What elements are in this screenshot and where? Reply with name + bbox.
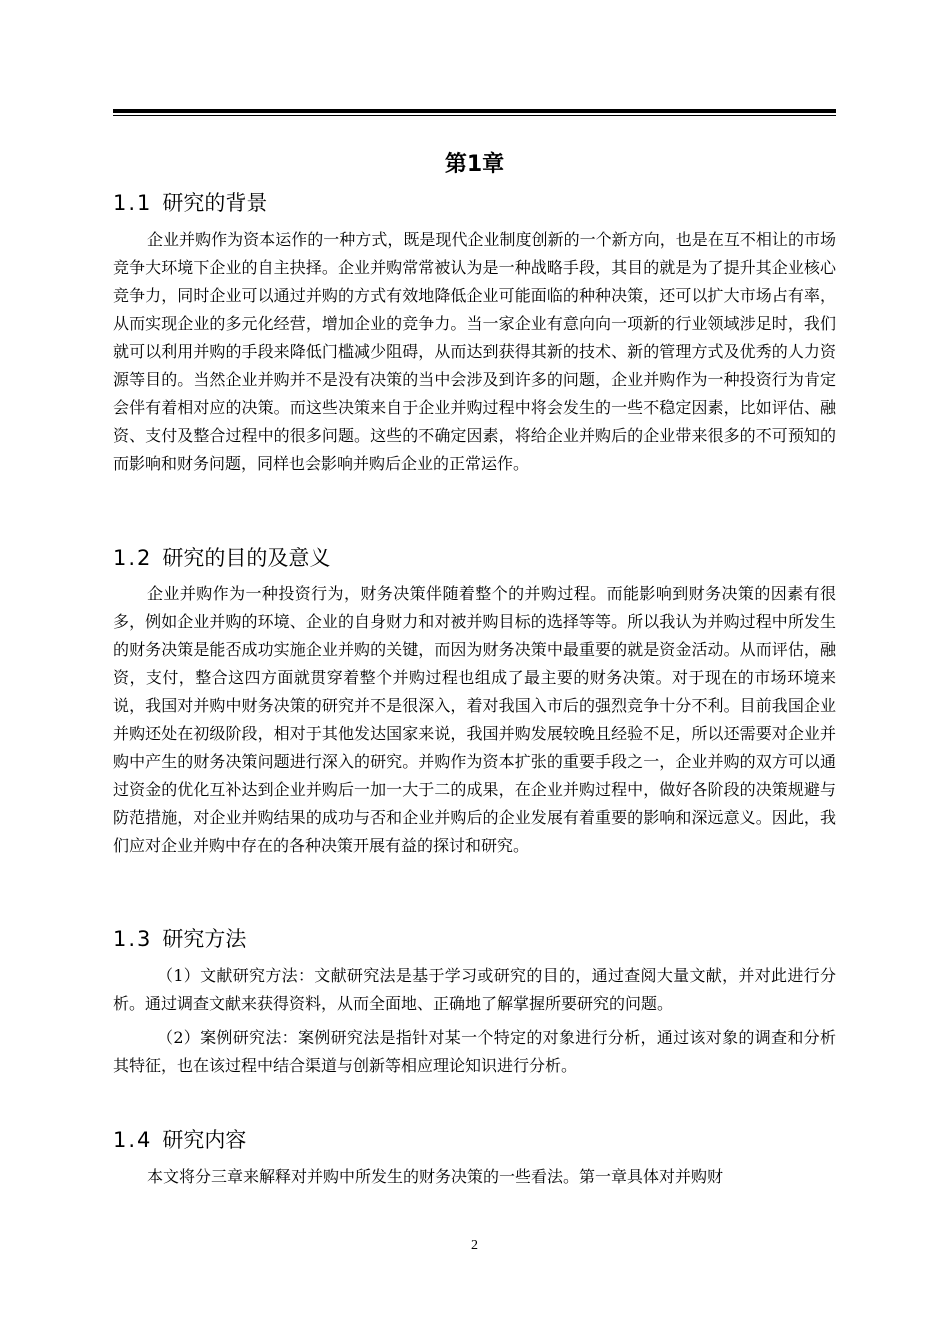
section-heading-1-1	[113, 188, 836, 218]
header-rule-thick	[113, 109, 836, 113]
section-number: 1.1	[113, 191, 153, 215]
section-title: 研究方法	[162, 927, 247, 951]
section-title: 研究的背景	[162, 191, 268, 215]
section-number: 1.2	[113, 546, 153, 570]
header-rule-thin	[113, 115, 836, 116]
section-number: 1.4	[113, 1128, 153, 1152]
section-title: 研究内容	[162, 1128, 247, 1152]
method-item-literature: （1）文献研究方法：文献研究法是基于学习或研究的目的，通过查阅大量文献，并对此进行分析。通过调查文献来获得资料，从而全面地、正确地了解掌握所要研究的问题。	[113, 966, 836, 1013]
section-heading-1-2	[113, 543, 836, 573]
section-paragraph: 企业并购作为一种投资行为，财务决策伴随着整个的并购过程。而能影响到财务决策的因素有很多，例如企业并购的环境、企业的自身财力和对被并购目标的选择等等。所以我认为并购过程中所发生的财务决策是能否成功实施企业并购的关键，而因为财务决策中最重要的就是资金活动。从而评估，融资，支付，整合这四方面就贯穿着整个并购过程也组成了最主要的财务决策。对于现在的市场环境来说，我国对并购中财务决策的研究并不是很深入，着对我国入市后的强烈竞争十分不利。目前我国企业并购还处在初级阶段，相对于其他发达国家来说，我国并购发展较晚且经验不足，所以还需要对企业并购中产生的财务决策问题进行深入的研究。并购作为资本扩张的重要手段之一，企业并购的双方可以通过资金的优化互补达到企业并购后一加一大于二的成果，在企业并购过程中，做好各阶段的决策规避与防范措施，对企业并购结果的成功与否和企业并购后的企业发展有着重要的影响和深远意义。因此，我们应对企业并购中存在的各种决策开展有益的探讨和研究。	[113, 584, 836, 855]
section-title: 研究的目的及意义	[162, 546, 331, 570]
method-item-case-study: （2）案例研究法：案例研究法是指针对某一个特定的对象进行分析，通过该对象的调查和分析其特征，也在该过程中结合渠道与创新等相应理论知识进行分析。	[113, 1028, 836, 1075]
chapter-title: 第1章	[444, 152, 505, 177]
page-number: 2	[471, 1238, 478, 1253]
section-paragraph: 企业并购作为资本运作的一种方式，既是现代企业制度创新的一个新方向，也是在互不相让的市场竞争大环境下企业的自主抉择。企业并购常常被认为是一种战略手段，其目的就是为了提升其企业核心竞争力，同时企业可以通过并购的方式有效地降低企业可能面临的种种决策，还可以扩大市场占有率，从而实现企业的多元化经营，增加企业的竞争力。当一家企业有意向向一项新的行业领域涉足时，我们就可以利用并购的手段来降低门槛减少阻碍，从而达到获得其新的技术、新的管理方式及优秀的人力资源等目的。当然企业并购并不是没有决策的当中会涉及到许多的问题，企业并购作为一种投资行为肯定会伴有着相对应的决策。而这些决策来自于企业并购过程中将会发生的一些不稳定因素，比如评估、融资、支付及整合过程中的很多问题。这些的不确定因素，将给企业并购后的企业带来很多的不可预知的而影响和财务问题，同样也会影响并购后企业的正常运作。	[113, 230, 836, 473]
section-heading-1-3	[113, 924, 836, 954]
section-number: 1.3	[113, 927, 153, 951]
section-paragraph: 本文将分三章来解释对并购中所发生的财务决策的一些看法。第一章具体对并购财	[147, 1167, 724, 1186]
section-heading-1-4	[113, 1125, 836, 1155]
